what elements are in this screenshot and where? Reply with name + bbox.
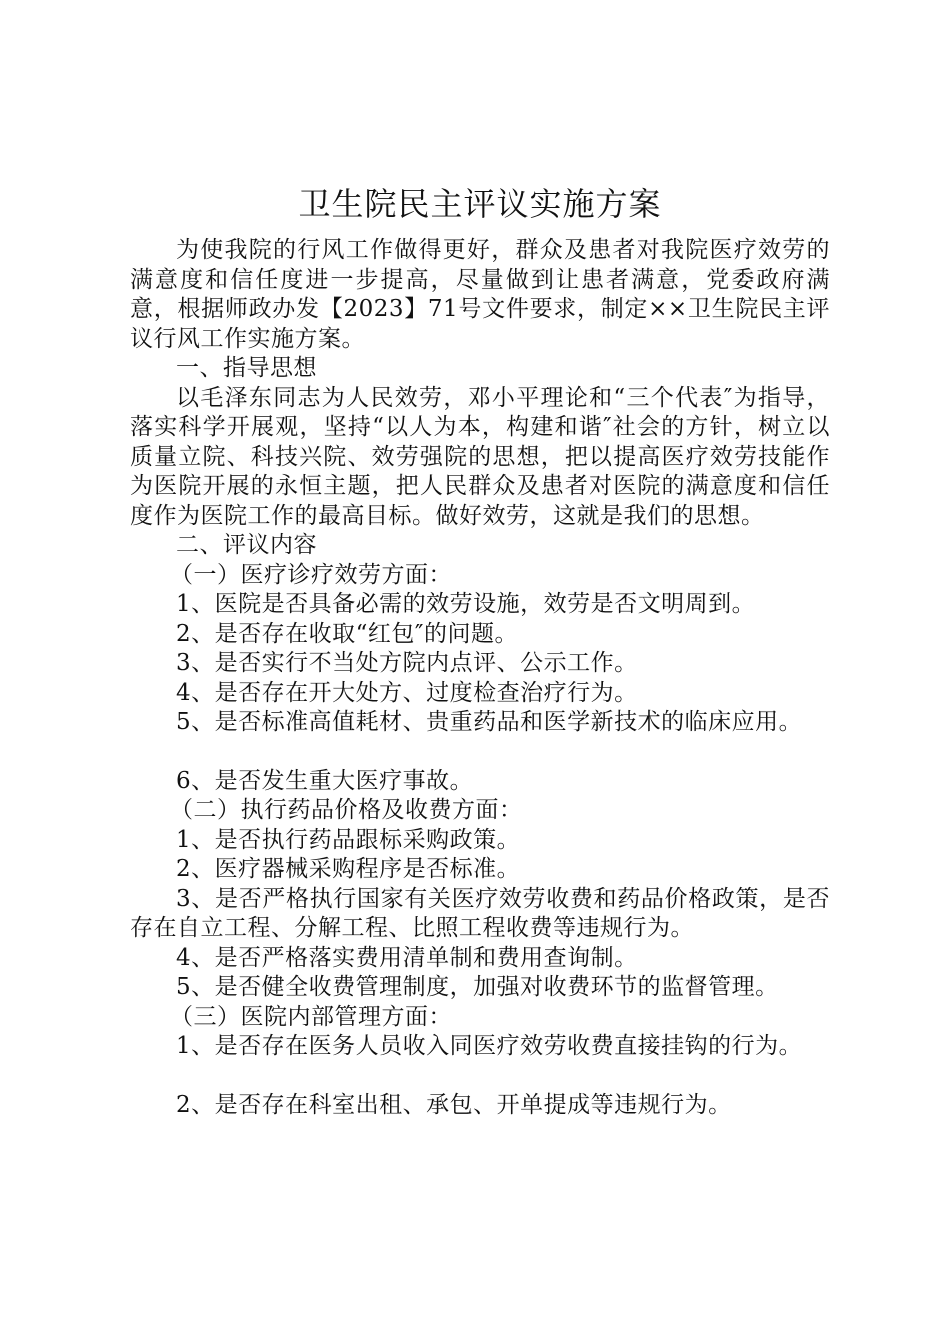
list-item: 5、是否标准高值耗材、贵重药品和医学新技术的临床应用。 xyxy=(176,709,803,735)
list-item: 1、是否存在医务人员收入同医疗效劳收费直接挂钩的行为。 xyxy=(176,1033,803,1059)
list-item: 5、是否健全收费管理制度，加强对收费环节的监督管理。 xyxy=(176,974,779,1000)
intro-paragraph: 为使我院的行风工作做得更好，群众及患者对我院医疗效劳的满意度和信任度进一步提高，尽量做到让患者满意，党委政府满意，根据师政办发【2023】71号文件要求，制定××卫生院民主评议行风工作实施方案。 xyxy=(130,237,830,352)
subsection-heading-internal-management: （三）医院内部管理方面： xyxy=(170,1003,452,1030)
list-item: 4、是否存在开大处方、过度检查治疗行为。 xyxy=(176,679,638,706)
section-heading-evaluation-content: 二、评议内容 xyxy=(176,532,317,558)
subsection-heading-drug-pricing: （二）执行药品价格及收费方面： xyxy=(170,797,523,823)
list-item: 3、是否严格执行国家有关医疗效劳收费和药品价格政策，是否存在自立工程、分解工程、比照工程收费等违规行为。 xyxy=(130,885,830,941)
list-item: 2、是否存在收取“红包″的问题。 xyxy=(176,620,518,647)
list-item: 2、医疗器械采购程序是否标准。 xyxy=(176,856,521,882)
document-title: 卫生院民主评议实施方案 xyxy=(298,185,662,223)
guiding-ideology-paragraph: 以毛泽东同志为人民效劳，邓小平理论和“三个代表″为指导，落实科学开展观，坚持“以人为本，构建和谐″社会的方针，树立以质量立院、科技兴院、效劳强院的思想，把以提高医疗效劳技能作为医院开展的永恒主题，把人民群众及患者对医院的满意度和信任度作为医院工作的最高目标。做好效劳，这就是我们的思想。 xyxy=(130,384,830,529)
list-item: 6、是否发生重大医疗事故。 xyxy=(176,767,474,794)
subsection-heading-medical-service: （一）医疗诊疗效劳方面： xyxy=(170,561,452,588)
list-item: 1、是否执行药品跟标采购政策。 xyxy=(176,826,521,853)
list-item: 3、是否实行不当处方院内点评、公示工作。 xyxy=(176,650,638,676)
list-item: 4、是否严格落实费用清单制和费用查询制。 xyxy=(176,944,638,971)
list-item: 2、是否存在科室出租、承包、开单提成等违规行为。 xyxy=(176,1091,732,1118)
list-item: 1、医院是否具备必需的效劳设施，效劳是否文明周到。 xyxy=(176,591,756,617)
section-heading-guiding-ideology: 一、指导思想 xyxy=(176,355,317,381)
document-page xyxy=(130,178,830,1120)
